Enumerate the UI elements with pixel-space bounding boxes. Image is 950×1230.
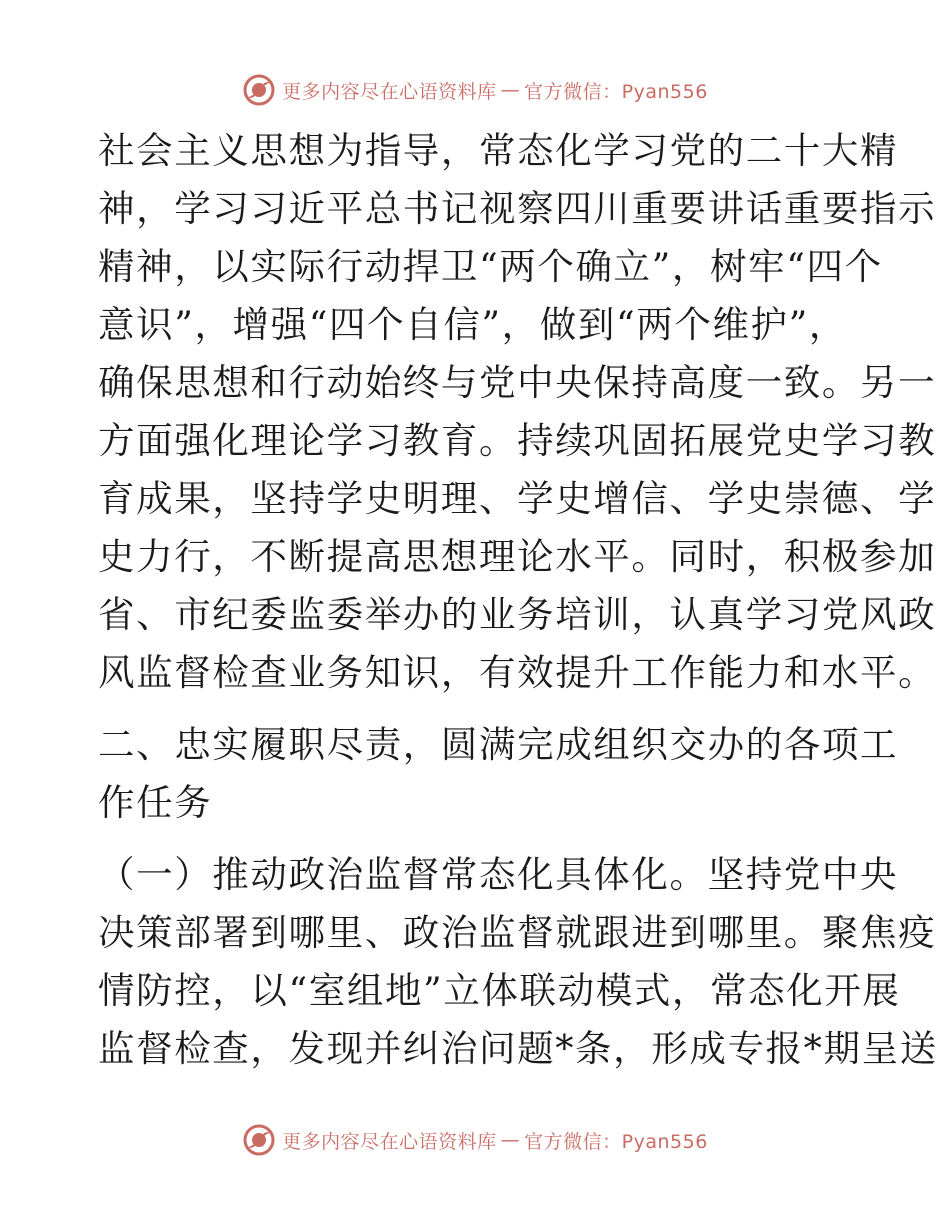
watermark-text: 更多内容尽在心语资料库 bbox=[282, 1130, 497, 1153]
text-line: 确保思想和行动始终与党中央保持高度一致。另一 bbox=[98, 361, 937, 404]
watermark-contact: 官方微信：Pyan556 bbox=[524, 1130, 708, 1153]
text-line: 方面强化理论学习教育。持续巩固拓展党史学习教 bbox=[98, 419, 937, 462]
watermark-footer bbox=[0, 1120, 950, 1160]
watermark-separator: — bbox=[500, 79, 521, 101]
paragraph-2 bbox=[98, 846, 938, 1078]
watermark-header bbox=[0, 70, 950, 110]
text-line: 风监督检查业务知识，有效提升工作能力和水平。 bbox=[98, 651, 937, 694]
text-line: 神，学习习近平总书记视察四川重要讲话重要指示 bbox=[98, 187, 937, 230]
watermark-separator: — bbox=[500, 1129, 521, 1151]
watermark-text: 更多内容尽在心语资料库 bbox=[282, 80, 497, 103]
text-line: 史力行，不断提高思想理论水平。同时，积极参加 bbox=[98, 535, 937, 578]
text-line: 省、市纪委监委举办的业务培训，认真学习党风政 bbox=[98, 593, 937, 636]
paragraph-gap bbox=[98, 832, 858, 846]
text-line: 育成果，坚持学史明理、学史增信、学史崇德、学 bbox=[98, 477, 937, 520]
text-line: 监督检查，发现并纠治问题*条，形成专报*期呈送 bbox=[98, 1027, 938, 1070]
section-heading bbox=[98, 716, 899, 832]
text-line: 社会主义思想为指导，常态化学习党的二十大精 bbox=[98, 129, 899, 172]
text-line: （一）推动政治监督常态化具体化。坚持党中央 bbox=[98, 853, 899, 896]
paragraph-1 bbox=[98, 122, 937, 702]
document-body bbox=[98, 122, 938, 1078]
text-line: 决策部署到哪里、政治监督就跟进到哪里。聚焦疫 bbox=[98, 911, 937, 954]
watermark-contact: 官方微信：Pyan556 bbox=[524, 80, 708, 103]
heading-line: 作任务 bbox=[98, 781, 213, 824]
heading-line: 二、忠实履职尽责，圆满完成组织交办的各项工 bbox=[98, 723, 899, 766]
text-line: 情防控，以“室组地”立体联动模式，常态化开展 bbox=[98, 969, 901, 1012]
paragraph-gap bbox=[98, 702, 858, 716]
seal-logo-icon bbox=[242, 73, 276, 107]
text-line: 意识”，增强“四个自信”，做到“两个维护”， bbox=[98, 303, 847, 346]
seal-logo-icon bbox=[242, 1123, 276, 1157]
text-line: 精神，以实际行动捍卫“两个确立”，树牢“四个 bbox=[98, 245, 883, 288]
